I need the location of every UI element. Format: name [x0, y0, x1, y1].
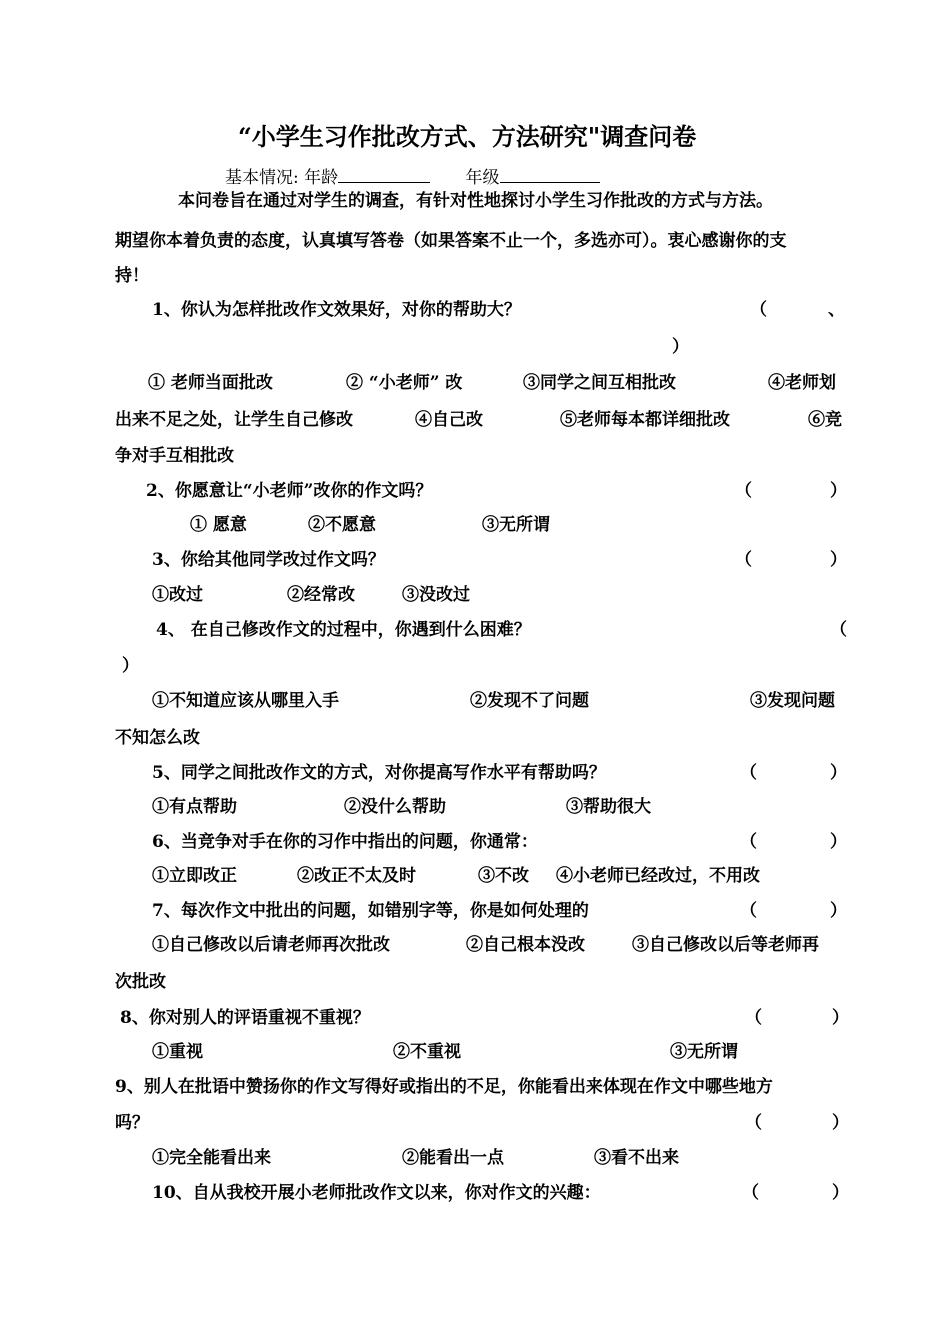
question-9: 9、别人在批语中赞扬你的作文写得好或指出的不足，你能看出来体现在作文中哪些地方	[115, 1077, 773, 1097]
answer-paren-close-1[interactable]: ）	[672, 337, 689, 357]
answer-paren-close-4[interactable]: ）	[122, 656, 139, 676]
question-8: 8、你对别人的评语重视不重视？	[120, 1008, 370, 1028]
q3-option-3: ③没改过	[402, 585, 470, 605]
answer-paren-open-4[interactable]: （	[830, 620, 847, 640]
basic-info-line	[225, 165, 600, 188]
q8-option-1: ①重视	[152, 1042, 203, 1062]
q2-option-1: ① 愿意	[190, 515, 247, 535]
age-blank[interactable]	[338, 165, 430, 183]
q7-cont: 次批改	[115, 972, 166, 992]
q1-option-1: ① 老师当面批改	[148, 373, 273, 393]
answer-paren-open-2[interactable]: （	[735, 481, 752, 501]
q4-option-1: ①不知道应该从哪里入手	[152, 691, 339, 711]
answer-paren-open-5[interactable]: （	[740, 763, 757, 783]
grade-blank[interactable]	[500, 165, 600, 183]
q6-option-4: ④小老师已经改过，不用改	[556, 866, 760, 886]
q6-option-2: ②改正不太及时	[297, 866, 416, 886]
answer-paren-close-2[interactable]: ）	[830, 481, 847, 501]
answer-paren-open-8[interactable]: （	[745, 1008, 762, 1028]
q7-option-3: ③自己修改以后等老师再	[632, 935, 819, 955]
q5-option-3: ③帮助很大	[566, 797, 651, 817]
answer-paren-open-6[interactable]: （	[740, 832, 757, 852]
q1-option-5: ④自己改	[415, 410, 483, 430]
q2-option-2: ②不愿意	[308, 515, 376, 535]
intro-line-3: 持！	[115, 266, 149, 286]
q8-option-2: ②不重视	[393, 1042, 461, 1062]
q6-option-1: ①立即改正	[152, 866, 237, 886]
q9-option-3: ③看不出来	[594, 1148, 679, 1168]
answer-paren-close-8[interactable]: ）	[832, 1008, 849, 1028]
question-1: 1、你认为怎样批改作文效果好，对你的帮助大？	[152, 300, 521, 320]
answer-paren-open-3[interactable]: （	[735, 550, 752, 570]
q9-option-2: ②能看出一点	[402, 1148, 504, 1168]
age-label: 基本情况: 年龄	[225, 168, 339, 188]
q6-option-3: ③不改	[478, 866, 529, 886]
q1-option-2: ② “小老师” 改	[346, 373, 463, 393]
question-2: 2、你愿意让“小老师”改你的作文吗？	[146, 481, 433, 501]
q7-option-1: ①自己修改以后请老师再次批改	[152, 935, 390, 955]
q2-option-3: ③无所谓	[482, 515, 550, 535]
question-9-cont: 吗？	[115, 1113, 149, 1133]
q4-option-3: ③发现问题	[750, 691, 835, 711]
question-5: 5、同学之间批改作文的方式，对你提高写作水平有帮助吗？	[152, 763, 606, 783]
grade-label: 年级	[465, 168, 500, 188]
question-10: 10、自从我校开展小老师批改作文以来，你对作文的兴趣：	[152, 1183, 601, 1203]
answer-paren-close-3[interactable]: ）	[830, 550, 847, 570]
answer-paren-open-9[interactable]: （	[745, 1113, 762, 1133]
question-4: 4、 在自己修改作文的过程中，你遇到什么困难？	[156, 620, 531, 640]
q7-option-2: ②自己根本没改	[466, 935, 585, 955]
answer-paren-open-7[interactable]: （	[740, 901, 757, 921]
q9-option-1: ①完全能看出来	[152, 1148, 271, 1168]
answer-comma-1: 、	[828, 300, 845, 320]
answer-paren-close-9[interactable]: ）	[832, 1113, 849, 1133]
answer-paren-close-5[interactable]: ）	[830, 763, 847, 783]
page-title: “小学生习作批改方式、方法研究"调查问卷	[238, 122, 697, 151]
answer-paren-open-1[interactable]: （	[750, 300, 767, 320]
q5-option-1: ①有点帮助	[152, 797, 237, 817]
q1-option-6: ⑤老师每本都详细批改	[560, 410, 730, 430]
answer-paren-close-10[interactable]: ）	[832, 1183, 849, 1203]
q1-option-3: ③同学之间互相批改	[523, 373, 676, 393]
q1-cont-2: 争对手互相批改	[115, 446, 234, 466]
answer-paren-close-7[interactable]: ）	[830, 901, 847, 921]
q5-option-2: ②没什么帮助	[344, 797, 446, 817]
intro-line-2: 期望你本着负责的态度，认真填写答卷（如果答案不止一个，多选亦可）。衷心感谢你的支	[115, 231, 787, 251]
intro-line-1: 本问卷旨在通过对学生的调查，有针对性地探讨小学生习作批改的方式与方法。	[178, 191, 773, 211]
answer-paren-open-10[interactable]: （	[742, 1183, 759, 1203]
question-6: 6、当竞争对手在你的习作中指出的问题，你通常：	[152, 832, 538, 852]
q1-option-4: ④老师划	[768, 373, 836, 393]
q8-option-3: ③无所谓	[670, 1042, 738, 1062]
q1-cont-1: 出来不足之处，让学生自己修改	[115, 410, 353, 430]
answer-paren-close-6[interactable]: ）	[830, 832, 847, 852]
q3-option-2: ②经常改	[287, 585, 355, 605]
q1-option-7: ⑥竞	[808, 410, 842, 430]
q4-option-2: ②发现不了问题	[470, 691, 589, 711]
question-7: 7、每次作文中批出的问题，如错别字等，你是如何处理的	[152, 901, 589, 921]
q4-cont: 不知怎么改	[115, 728, 200, 748]
question-3: 3、你给其他同学改过作文吗？	[152, 550, 385, 570]
q3-option-1: ①改过	[152, 585, 203, 605]
